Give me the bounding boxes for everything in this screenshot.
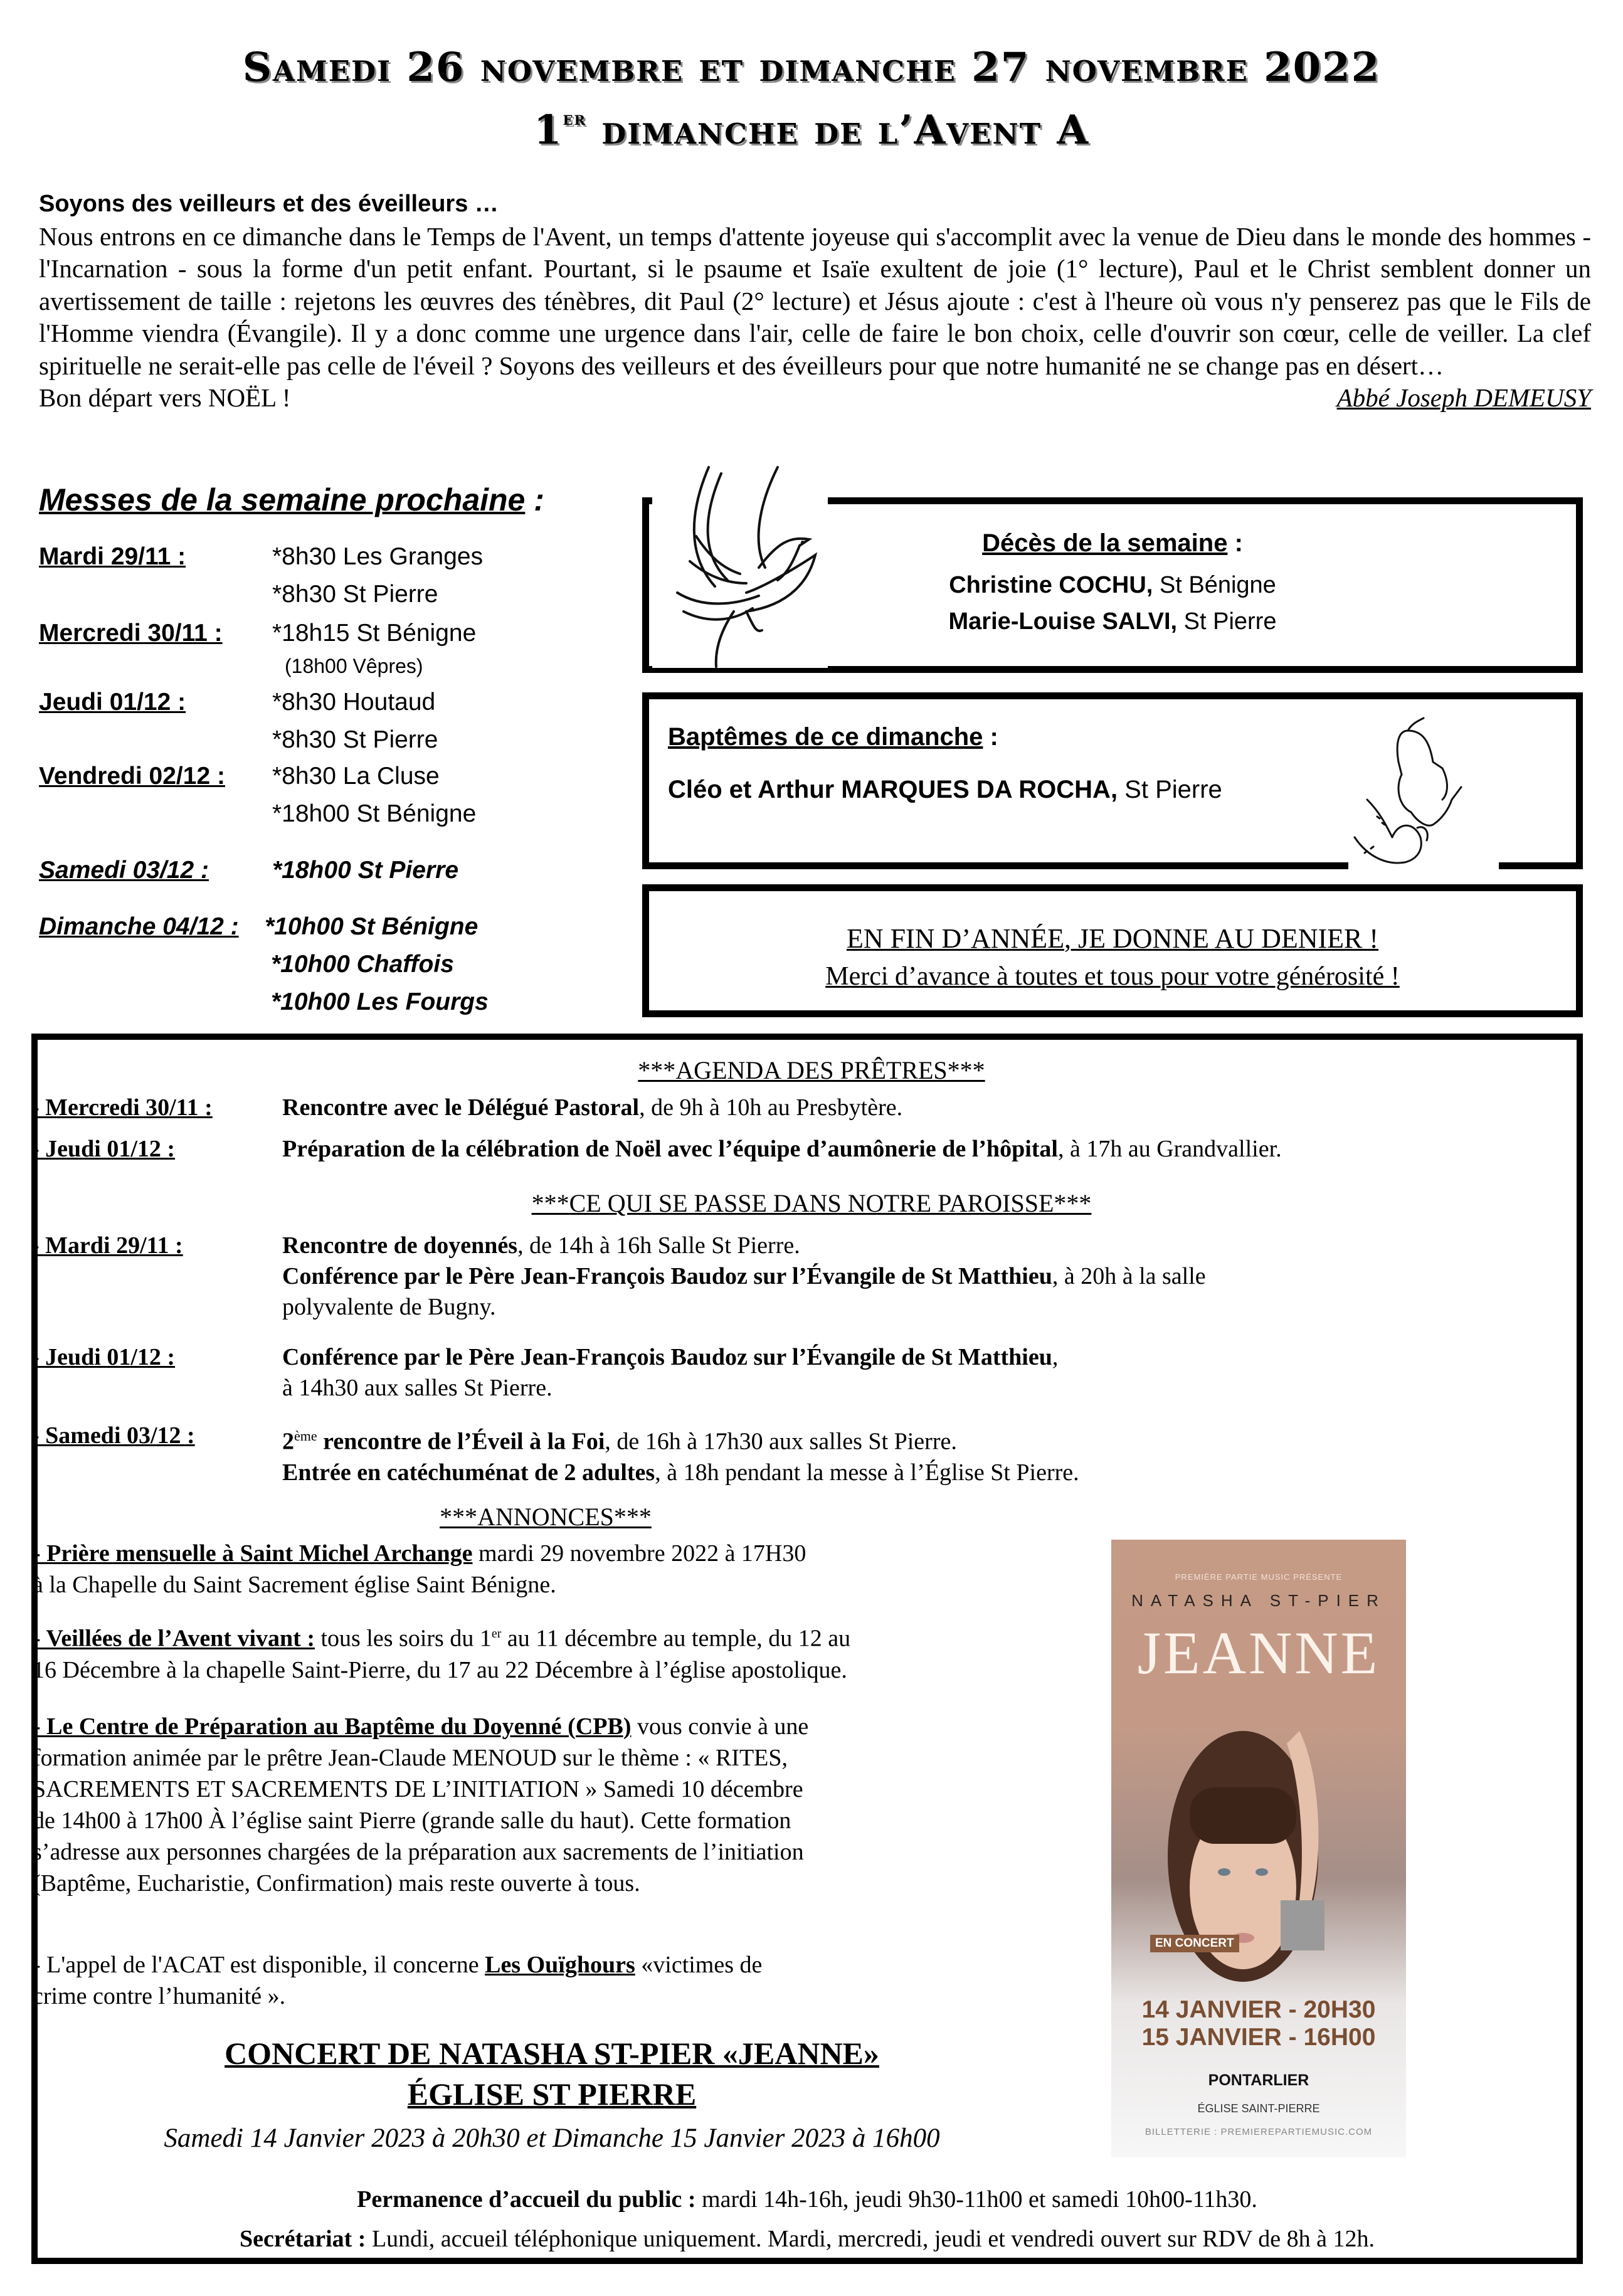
baptemes-title-colon: : <box>983 723 998 751</box>
intro-body: Nous entrons en ce dimanche dans le Temps de l'Avent, un temps d'attente joyeuse qui s'accomplit avec la venue de Dieu dans le monde des hommes - l'Incarnation - sous la forme d'un petit enfant. Pourtant, si le psaume et Isaïe exultent de joie (1° lecture), Paul et le Christ semblent donner un avertissement de taille : rejetons les œuvres des ténèbres, dit Paul (2° lecture) et Jésus ajoute : c'est à l'heure où vous n'y penserez pas que le Fils de l'Homme viendra (Évangile). Il y a donc comme une urgence dans l'air, celle de faire le bon choix, celle d'ouvrir son cœur, celle de veiller. La clef spirituelle ne serait-elle pas celle de l'éveil ? Soyons des veilleurs et des éveilleurs pour que notre humanité ne se change pas en désert… <box>39 221 1591 380</box>
baptemes-title <box>668 723 998 751</box>
annonce-line: formation animée par le prêtre Jean-Claude MENOUD sur le thème : « RITES, <box>33 1745 788 1771</box>
denier-headline: EN FIN D’ANNÉE, JE DONNE AU DENIER ! <box>846 923 1379 954</box>
annonce-line <box>33 1711 1092 1742</box>
concert-venue <box>38 2076 1066 2112</box>
annonce-rest: mardi 29 novembre 2022 à 17H30 <box>472 1540 806 1567</box>
annonce-line: crime contre l’humanité ». <box>33 1983 286 2009</box>
masses-title <box>39 482 635 518</box>
baptism-pitcher-icon <box>1348 706 1499 875</box>
annonce-line: (Baptême, Eucharistie, Confirmation) mais reste ouverte à tous. <box>33 1870 640 1897</box>
mass-time: *8h30 La Cluse <box>272 763 440 790</box>
intro-section <box>39 188 1591 415</box>
poster-presents: PREMIÈRE PARTIE MUSIC PRÉSENTE <box>1175 1572 1343 1582</box>
footer-hours-label: Permanence d’accueil du public : <box>357 2186 696 2213</box>
annonce-item <box>33 1538 1092 1600</box>
poster-venue: ÉGLISE SAINT-PIERRE <box>1197 2102 1320 2115</box>
mass-times <box>272 684 438 759</box>
deces-place: St Bénigne <box>1153 572 1276 598</box>
annonce-line: s’adresse aux personnes chargées de la préparation aux sacrements de l’initiation <box>33 1839 804 1865</box>
masses-title-text: Messes de la semaine prochaine <box>39 482 526 517</box>
annonce-pre: - L'appel de l'ACAT est disponible, il concerne <box>33 1952 485 1978</box>
annonce-line <box>33 1538 1092 1569</box>
annonce-sup: er <box>491 1627 502 1641</box>
baptemes-place: St Pierre <box>1118 776 1222 803</box>
mass-day: Jeudi 01/12 : <box>39 689 186 716</box>
annonce-line <box>33 1949 1092 1981</box>
poster-portrait-icon <box>1155 1693 1343 2019</box>
mass-times <box>272 758 476 833</box>
agenda-text <box>282 1092 902 1123</box>
poster-artist: NATASHA ST-PIER <box>1131 1591 1386 1610</box>
denier-thanks: Merci d’avance à toutes et tous pour votre générosité ! <box>825 962 1400 991</box>
deces-title-text: Décès de la semaine <box>982 529 1228 557</box>
concert-dates: Samedi 14 Janvier 2023 à 20h30 et Dimanche 15 Janvier 2023 à 16h00 <box>164 2124 940 2153</box>
paroisse-bold: Entrée en catéchuménat de 2 adultes <box>282 1459 655 1486</box>
annonces-title: ***ANNONCES*** <box>440 1503 652 1531</box>
mass-times <box>272 538 483 613</box>
mass-time: *8h30 St Pierre <box>272 581 438 608</box>
annonce-rest: «victimes de <box>635 1952 763 1978</box>
annonce-item <box>33 1618 1092 1686</box>
paroisse-line: polyvalente de Bugny. <box>282 1294 496 1320</box>
annonce-line: 16 Décembre à la chapelle Saint-Pierre, du 17 au 22 Décembre à l’église apostolique. <box>33 1656 847 1683</box>
paroisse-rest: , de 14h à 16h Salle St Pierre. <box>517 1232 800 1259</box>
agenda-text-rest: , de 9h à 10h au Presbytère. <box>639 1094 903 1121</box>
masses-section <box>39 482 635 1015</box>
page-title: Samedi 26 novembre et dimanche 27 novembre 2022 <box>242 44 1381 91</box>
poster-city: PONTARLIER <box>1208 2071 1309 2089</box>
mass-times <box>272 852 458 889</box>
paroisse-date: - Samedi 03/12 : <box>31 1422 195 1449</box>
footer-secretariat-text: Lundi, accueil téléphonique uniquement. Mardi, mercredi, jeudi et vendredi ouvert sur RDV de 8h à 12h. <box>366 2226 1375 2252</box>
footer-hours-text: mardi 14h-16h, jeudi 9h30-11h00 et samedi 10h00-11h30. <box>695 2186 1257 2213</box>
annonce-link[interactable]: Les Ouïghours <box>485 1952 635 1978</box>
paroisse-line <box>282 1261 1206 1292</box>
paroisse-title: ***CE QUI SE PASSE DANS NOTRE PAROISSE*** <box>531 1189 1092 1217</box>
footer-hours <box>38 2186 1577 2213</box>
poster-badge: EN CONCERT <box>1150 1935 1239 1952</box>
poster-ticketing: BILLETTERIE : PREMIEREPARTIEMUSIC.COM <box>1145 2127 1373 2137</box>
annonce-link[interactable]: - Prière mensuelle à Saint Michel Archange <box>33 1540 473 1567</box>
concert-venue-text: ÉGLISE ST PIERRE <box>407 2076 697 2112</box>
mass-times <box>272 615 476 680</box>
intro-sign-row <box>39 382 1591 415</box>
deces-name: Christine COCHU, <box>949 572 1153 598</box>
agenda-date: - Jeudi 01/12 : <box>31 1136 176 1162</box>
denier-box <box>642 884 1583 1017</box>
mass-time: *18h15 St Bénigne <box>272 620 477 647</box>
paroisse-rest: , à 20h à la salle <box>1052 1263 1206 1289</box>
paroisse-text <box>282 1342 1058 1404</box>
subtitle-rest: dimanche de l’Avent A <box>586 107 1090 154</box>
mass-day: Dimanche 04/12 : <box>39 913 239 940</box>
annonce-line: de 14h00 à 17h00 À l’église saint Pierre (grande salle du haut). Cette formation <box>33 1807 791 1834</box>
annonce-rest: tous les soirs du 1 <box>314 1625 492 1652</box>
poster-title: JEANNE <box>1137 1619 1380 1686</box>
paroisse-line <box>282 1230 1206 1261</box>
poster-date: 14 JANVIER - 20H30 <box>1141 1996 1376 2023</box>
page-subtitle <box>0 107 1623 154</box>
subtitle-sup: er <box>563 108 586 130</box>
mass-time: *8h30 Houtaud <box>272 689 436 716</box>
agenda-text-bold: Rencontre avec le Délégué Pastoral <box>282 1094 640 1121</box>
annonce-link[interactable]: - Le Centre de Préparation au Baptême du Doyenné (CPB) <box>33 1713 632 1740</box>
paroisse-bold: rencontre de l’Éveil à la Foi <box>317 1428 605 1455</box>
intro-closing: Bon départ vers NOËL ! <box>39 383 291 412</box>
paroisse-rest: , à 18h pendant la messe à l’Église St Pierre. <box>655 1459 1079 1486</box>
deces-title-colon: : <box>1227 529 1243 557</box>
paroisse-line: à 14h30 aux salles St Pierre. <box>282 1375 552 1401</box>
concert-title-text: CONCERT DE NATASHA ST-PIER «JEANNE» <box>225 2036 879 2071</box>
agenda-title: ***AGENDA DES PRÊTRES*** <box>638 1056 985 1084</box>
paroisse-line <box>282 1420 1079 1457</box>
footer-secretariat-label: Secrétariat : <box>239 2226 366 2252</box>
mass-day: Mercredi 30/11 : <box>39 620 223 647</box>
mass-day: Mardi 29/11 : <box>39 543 186 570</box>
footer-secretariat <box>38 2225 1577 2253</box>
agenda-text <box>282 1134 1282 1165</box>
baptemes-name: Cléo et Arthur MARQUES DA ROCHA, <box>668 776 1118 803</box>
annonce-item <box>33 1711 1092 1899</box>
masses-title-colon: : <box>525 482 544 517</box>
mass-times <box>265 908 489 1021</box>
intro-lead: Soyons des veilleurs et des éveilleurs … <box>39 191 499 217</box>
annonce-item <box>33 1949 1092 2012</box>
annonce-line: SACREMENTS ET SACREMENTS DE L’INITIATION » Samedi 10 décembre <box>33 1776 803 1802</box>
paroisse-rest: , <box>1052 1344 1059 1370</box>
paroisse-bold: Conférence par le Père Jean-François Baudoz sur l’Évangile de St Matthieu <box>282 1263 1052 1289</box>
paroisse-rest: , de 16h à 17h30 aux salles St Pierre. <box>605 1428 957 1455</box>
concert-title <box>38 2035 1066 2071</box>
paroisse-date: - Jeudi 01/12 : <box>31 1344 176 1370</box>
paroisse-text <box>282 1420 1079 1488</box>
mass-time: *18h00 St Bénigne <box>272 800 477 827</box>
poster-date: 15 JANVIER - 16H00 <box>1141 2024 1376 2051</box>
baptemes-title-text: Baptêmes de ce dimanche <box>668 723 983 751</box>
paroisse-date: - Mardi 29/11 : <box>31 1232 183 1259</box>
mass-note: (18h00 Vêpres) <box>285 655 423 677</box>
mass-time: *8h30 St Pierre <box>272 726 438 753</box>
paroisse-sup: ème <box>294 1428 317 1444</box>
paroisse-line <box>282 1342 1058 1373</box>
annonce-rest: au 11 décembre au temple, du 12 au <box>501 1625 851 1652</box>
mass-day: Samedi 03/12 : <box>39 857 209 884</box>
paroisse-bold: Rencontre de doyennés <box>282 1232 518 1259</box>
deces-name: Marie-Louise SALVI, <box>948 608 1178 635</box>
paroisse-line <box>282 1457 1079 1488</box>
paroisse-num: 2 <box>282 1428 294 1455</box>
agenda-text-rest: , à 17h au Grandvallier. <box>1057 1136 1282 1162</box>
annonce-rest: vous convie à une <box>631 1713 809 1740</box>
agenda-text-bold: Préparation de la célébration de Noël avec l’équipe d’aumônerie de l’hôpital <box>282 1136 1058 1162</box>
annonce-link[interactable]: - Veillées de l’Avent vivant : <box>33 1625 315 1652</box>
intro-signature: Abbé Joseph DEMEUSY <box>1336 383 1591 412</box>
mass-time: *8h30 Les Granges <box>272 543 484 570</box>
concert-poster <box>1111 1540 1406 2157</box>
mass-time: *10h00 Chaffois <box>271 951 454 978</box>
mass-time: *10h00 St Bénigne <box>265 913 478 940</box>
paroisse-text <box>282 1230 1206 1323</box>
mass-time: *18h00 St Pierre <box>272 857 459 884</box>
paroisse-bold: Conférence par le Père Jean-François Baudoz sur l’Évangile de St Matthieu <box>282 1344 1052 1370</box>
agenda-date: - Mercredi 30/11 : <box>31 1094 213 1121</box>
annonce-line <box>33 1618 1092 1654</box>
baptemes-entry <box>668 776 1222 804</box>
subtitle-number: 1 <box>533 107 563 154</box>
mass-time: *10h00 Les Fourgs <box>271 988 489 1015</box>
mass-day: Vendredi 02/12 : <box>39 763 225 790</box>
annonce-line: à la Chapelle du Saint Sacrement église Saint Bénigne. <box>33 1572 556 1598</box>
deces-place: St Pierre <box>1177 608 1277 635</box>
dove-hand-icon <box>652 461 828 668</box>
